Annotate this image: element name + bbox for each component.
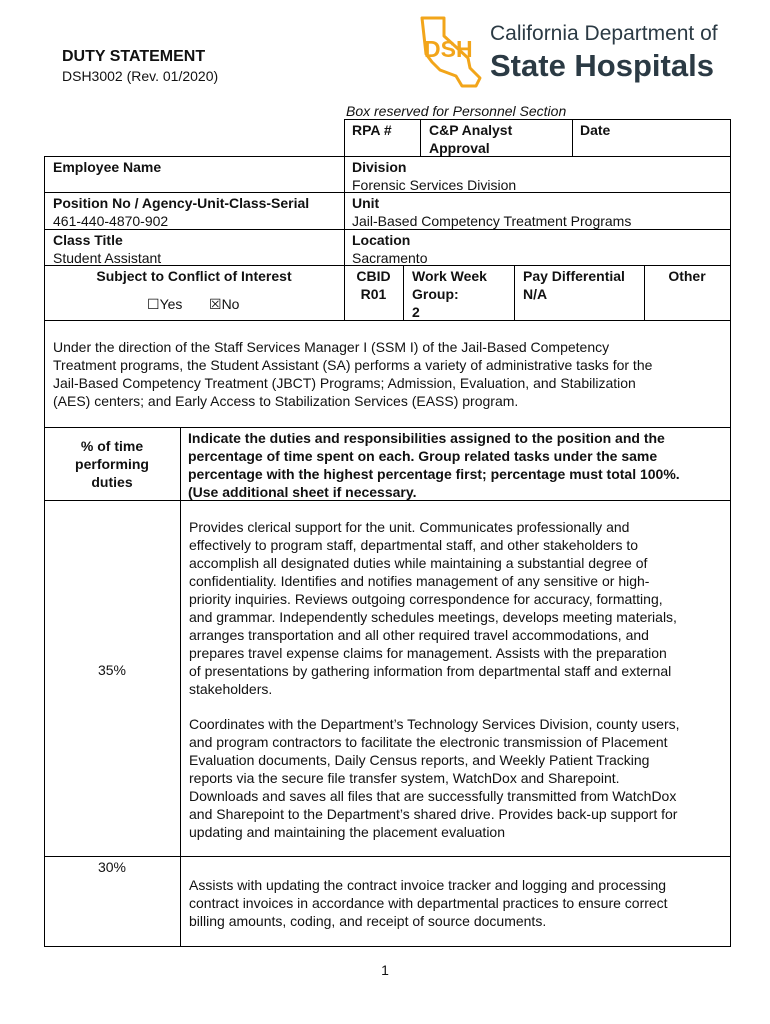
duty-line: priority inquiries. Reviews outgoing correspondence for accuracy, formatting,	[189, 591, 663, 607]
duty-line: Assists with updating the contract invoice tracker and logging and processing	[189, 877, 667, 893]
other-label: Other	[668, 268, 706, 284]
employee-name-label: Employee Name	[53, 159, 162, 175]
document-title: DUTY STATEMENT	[62, 48, 206, 65]
logo-mark-text: DSH	[424, 36, 473, 62]
cbid-label: CBID	[356, 268, 391, 284]
cp-approval-label: Approval	[429, 140, 490, 156]
header-line: percentage with the highest percentage first; percentage must total 100%.	[188, 466, 680, 482]
logo-line-2: State Hospitals	[490, 48, 714, 83]
duty-percent: 30%	[97, 859, 127, 875]
personnel-box-caption: Box reserved for Personnel Section	[346, 103, 567, 119]
header-line: % of time	[80, 438, 144, 454]
page-number: 1	[381, 962, 389, 978]
duty-line: effectively to program staff, departmental staff, and other stakeholders to	[189, 537, 639, 553]
yes-checkbox-box[interactable]: ☐	[147, 296, 160, 312]
unit-value[interactable]: Jail-Based Competency Treatment Programs	[352, 213, 632, 229]
logo-line-1: California Department of	[490, 22, 718, 45]
duty-line: arranges transportation and all other required travel accommodations, and	[189, 627, 649, 643]
header-line: Indicate the duties and responsibilities assigned to the position and the	[188, 430, 665, 446]
unit-label: Unit	[352, 195, 380, 211]
duty-line: Coordinates with the Department’s Technology Services Division, county users,	[189, 716, 680, 732]
summary-line: (AES) centers; and Early Access to Stabilization Services (EASS) program.	[53, 393, 519, 409]
date-label: Date	[580, 122, 611, 138]
percent-time-header	[44, 437, 180, 491]
cbid-value[interactable]: R01	[360, 286, 387, 302]
no-checkbox-label: No	[221, 296, 240, 312]
cp-analyst-label: C&P Analyst	[429, 122, 513, 138]
summary-line: Treatment programs, the Student Assistant (SA) performs a variety of administrative tasks for the	[53, 357, 653, 373]
duty-line: Evaluation documents, Daily Census reports, and Weekly Patient Tracking	[189, 752, 650, 768]
rpa-label: RPA #	[352, 122, 392, 138]
conflict-no-checkbox[interactable]	[209, 295, 239, 313]
duty-line: stakeholders.	[189, 681, 273, 697]
pay-differential-label: Pay Differential	[523, 268, 625, 284]
work-week-label: Work Week	[412, 268, 487, 284]
position-summary	[53, 338, 652, 410]
duty-line: and program contractors to facilitate the electronic transmission of Placement	[189, 734, 668, 750]
duty-line: updating and maintaining the placement evaluation	[189, 824, 506, 840]
class-title-label: Class Title	[53, 232, 123, 248]
class-title-value[interactable]: Student Assistant	[53, 250, 162, 266]
duty-description	[189, 518, 680, 841]
work-week-group-label: Group:	[412, 286, 459, 302]
work-week-value[interactable]: 2	[412, 304, 420, 320]
duty-percent: 35%	[97, 662, 127, 678]
duty-line: prepares travel expense claims for management. Assists with the preparation	[189, 645, 667, 661]
position-number-label: Position No / Agency-Unit-Class-Serial	[53, 195, 310, 211]
dsh-logo	[418, 14, 738, 90]
summary-line: Under the direction of the Staff Services Manager I (SSM I) of the Jail-Based Competency	[53, 339, 610, 355]
duty-description	[189, 876, 668, 930]
no-checkbox-box[interactable]: ☒	[209, 296, 222, 312]
duty-line: confidentiality. Identifies and notifies management of any sensitive or high-	[189, 573, 650, 589]
duty-line: of presentations by gathering information from departmental staff and external	[189, 663, 672, 679]
duty-line: accomplish all designated duties while maintaining a substantial degree of	[189, 555, 648, 571]
duty-line: billing amounts, coding, and receipt of source documents.	[189, 913, 547, 929]
duties-description-header	[188, 429, 680, 501]
duty-line: and grammar. Independently schedules meetings, develops meeting materials,	[189, 609, 677, 625]
header-line: (Use additional sheet if necessary.	[188, 484, 417, 500]
summary-line: Jail-Based Competency Treatment (JBCT) Programs; Admission, Evaluation, and Stabilization	[53, 375, 636, 391]
location-label: Location	[352, 232, 411, 248]
division-value[interactable]: Forensic Services Division	[352, 177, 517, 193]
pay-differential-value[interactable]: N/A	[523, 286, 548, 302]
form-number: DSH3002 (Rev. 01/2020)	[62, 68, 219, 84]
position-number-value[interactable]: 461-440-4870-902	[53, 213, 169, 229]
yes-checkbox-label: Yes	[159, 296, 183, 312]
division-label: Division	[352, 159, 407, 175]
duty-line: Downloads and saves all files that are successfully transmitted from WatchDox	[189, 788, 677, 804]
conflict-yes-checkbox[interactable]	[147, 295, 182, 313]
duty-line: Provides clerical support for the unit. Communicates professionally and	[189, 519, 630, 535]
header-line: percentage of time spent on each. Group related tasks under the same	[188, 448, 658, 464]
header-line: performing	[75, 456, 149, 472]
header-line: duties	[91, 474, 133, 490]
duty-line: contract invoices in accordance with departmental practices to ensure correct	[189, 895, 668, 911]
conflict-of-interest-label: Subject to Conflict of Interest	[96, 268, 292, 284]
location-value[interactable]: Sacramento	[352, 250, 428, 266]
duty-line: reports via the secure file transfer system, WatchDox and Sharepoint.	[189, 770, 620, 786]
duty-line: and Sharepoint to the Department’s shared drive. Provides back-up support for	[189, 806, 678, 822]
